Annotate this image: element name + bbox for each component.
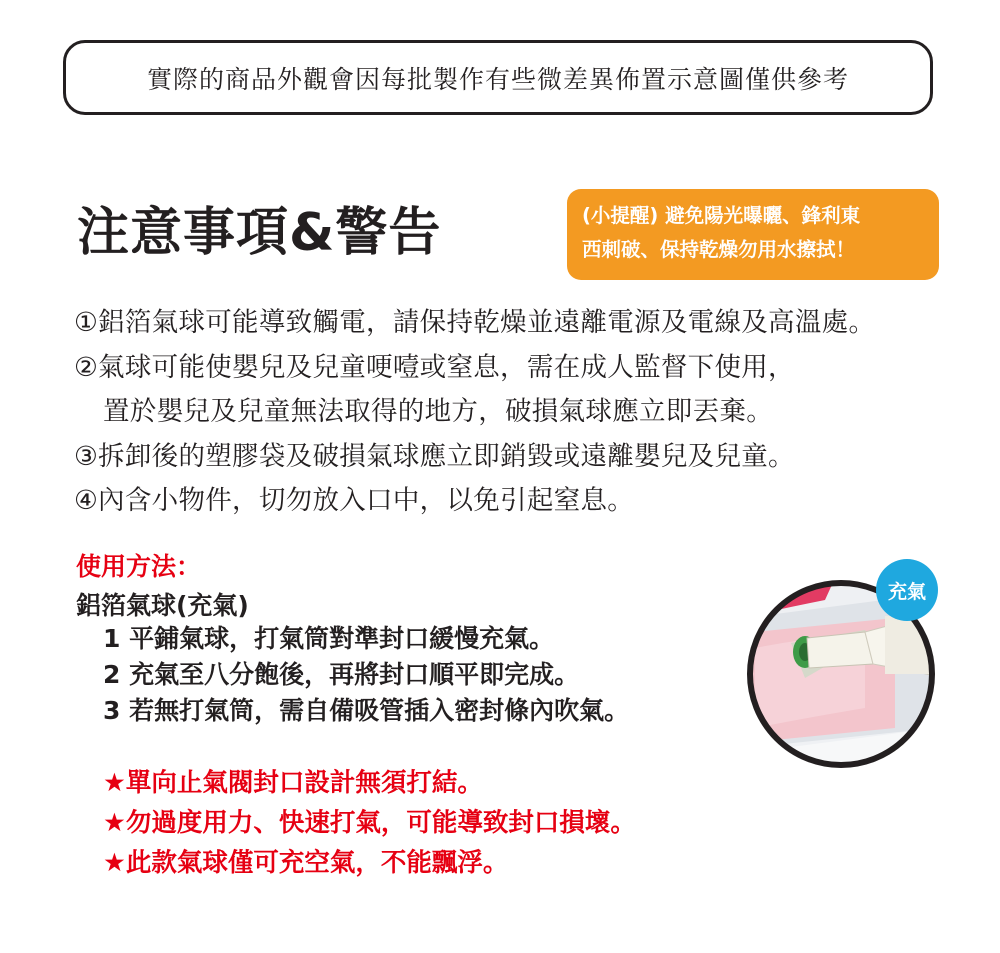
note-item: ★單向止氣閥封口設計無須打結。 <box>103 768 483 798</box>
inflate-badge <box>876 559 938 621</box>
warning-item: ②氣球可能使嬰兒及兒童哽噎或窒息，需在成人監督下使用， <box>74 351 795 383</box>
note-item: ★勿過度用力、快速打氣，可能導致封口損壞。 <box>103 808 636 838</box>
tip-box <box>567 189 939 280</box>
usage-step: 1 平鋪氣球，打氣筒對準封口緩慢充氣。 <box>103 624 555 653</box>
warning-list <box>74 301 875 524</box>
warning-item: ④內含小物件，切勿放入口中，以免引起窒息。 <box>74 485 635 516</box>
inflate-badge-label: 充氣 <box>887 580 926 603</box>
usage-step: 3 若無打氣筒，需自備吸管插入密封條內吹氣。 <box>103 696 630 725</box>
tip-line-2: 西刺破、保持乾燥勿用水擦拭！ <box>582 238 856 261</box>
usage-subtitle: 鋁箔氣球(充氣) <box>76 591 249 620</box>
tip-line-1: (小提醒) 避免陽光曝曬、鋒利東 <box>582 204 861 227</box>
note-item: ★此款氣球僅可充空氣，不能飄浮。 <box>103 848 509 878</box>
notes-list <box>103 763 636 883</box>
page-title: 注意事項&警告 <box>77 203 442 263</box>
usage-title: 使用方法： <box>76 552 202 581</box>
disclaimer-box <box>63 40 933 115</box>
warning-item-continued: 置於嬰兒及兒童無法取得的地方，破損氣球應立即丟棄。 <box>103 396 773 427</box>
usage-step: 2 充氣至八分飽後，再將封口順平即完成。 <box>103 660 580 689</box>
disclaimer-text: 實際的商品外觀會因每批製作有些微差異佈置示意圖僅供參考 <box>146 64 849 94</box>
warning-item: ①鋁箔氣球可能導致觸電，請保持乾燥並遠離電源及電線及高溫處。 <box>74 307 876 338</box>
warning-item: ③拆卸後的塑膠袋及破損氣球應立即銷毀或遠離嬰兒及兒童。 <box>74 440 795 472</box>
usage-steps <box>103 621 629 729</box>
